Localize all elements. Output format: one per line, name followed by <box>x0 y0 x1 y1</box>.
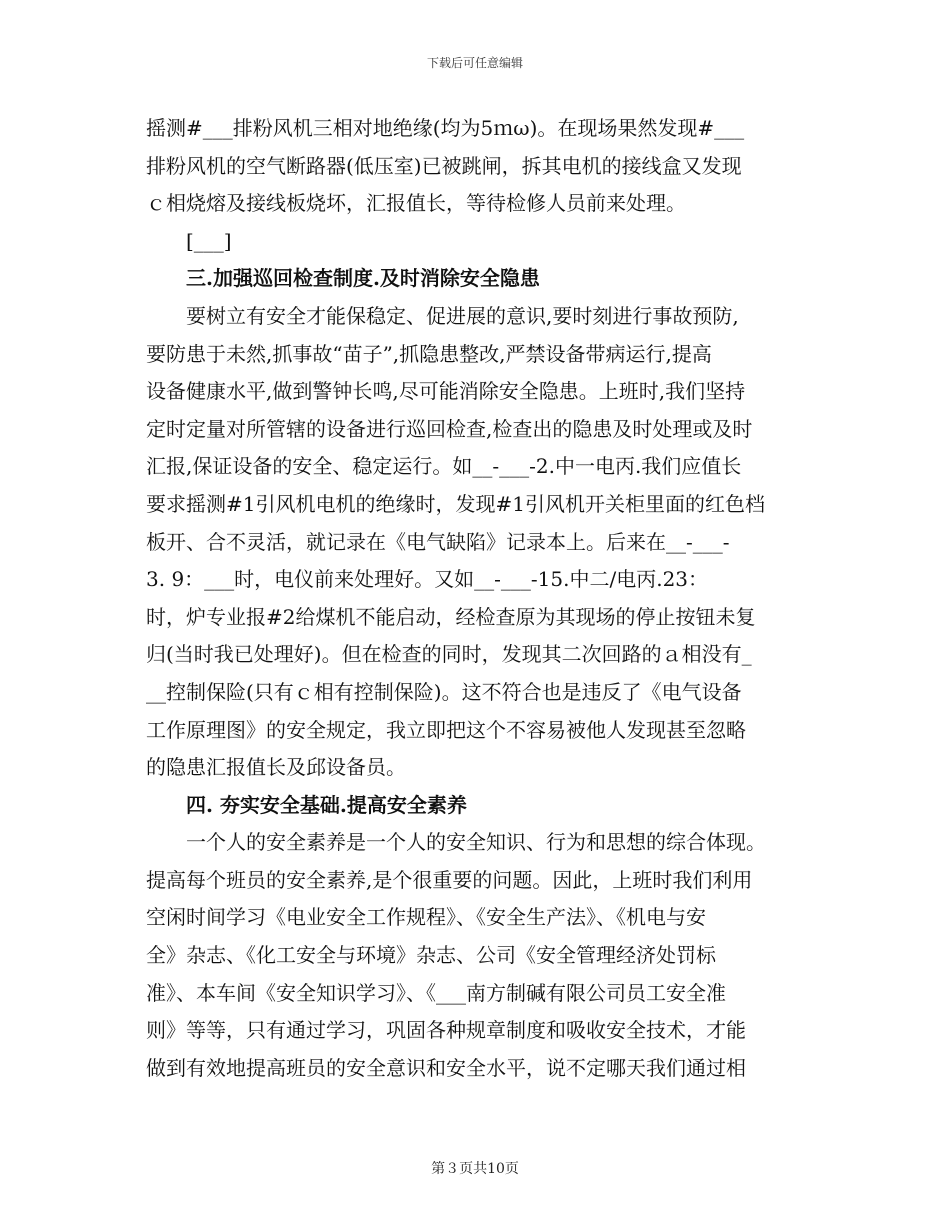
section-heading-4: 四. 夯实安全基础.提高安全素养 <box>186 792 467 817</box>
body-line: [___] <box>186 228 232 253</box>
body-line: __控制保险(只有ｃ相有控制保险)。这不符合也是违反了《电气设备 <box>146 679 742 704</box>
section-heading-3: 三.加强巡回检查制度.及时消除安全隐患 <box>186 266 540 291</box>
body-line: 提高每个班员的安全素养,是个很重要的问题。因此，上班时我们利用 <box>146 867 753 892</box>
document-body <box>146 110 806 1087</box>
body-line: 时，炉专业报#2给煤机不能启动，经检查原为其现场的停止按钮未复 <box>146 604 756 629</box>
body-line: 全》杂志、《化工安全与环境》杂志、公司《安全管理经济处罚标 <box>146 943 716 968</box>
body-line: 做到有效地提高班员的安全意识和安全水平，说不定哪天我们通过相 <box>146 1055 746 1080</box>
body-line: 要求摇测#1引风机电机的绝缘时，发现#1引风机开关柜里面的红色档 <box>146 491 765 516</box>
body-line: 定时定量对所管辖的设备进行巡回检查,检查出的隐患及时处理或及时 <box>146 416 753 441</box>
body-line: 板开、合不灵活，就记录在《电气缺陷》记录本上。后来在__-___- <box>146 529 730 554</box>
body-line: 摇测#___排粉风机三相对地绝缘(均为5ｍω)。在现场果然发现#___ <box>146 116 745 140</box>
body-line: 空闲时间学习《电业安全工作规程》、《安全生产法》、《机电与安 <box>146 905 706 930</box>
body-line: 要树立有安全才能保稳定、促进展的意识,要时刻进行事故预防, <box>186 303 739 328</box>
page-number: 第３页共10页 <box>431 1161 519 1177</box>
body-line: 的隐患汇报值长及邱设备员。 <box>146 755 406 780</box>
body-line: 归(当时我已处理好)。但在检查的同时，发现其二次回路的ａ相没有_ <box>146 642 752 667</box>
body-line: ｃ相烧熔及接线板烧坏，汇报值长，等待检修人员前来处理。 <box>146 191 686 216</box>
page-header-note: 下载后可任意编辑 <box>426 56 523 70</box>
body-line: 汇报,保证设备的安全、稳定运行。如__-___-2.中一电丙.我们应值长 <box>146 454 742 479</box>
body-line: 则》等等，只有通过学习，巩固各种规章制度和吸收安全技术，才能 <box>146 1018 746 1043</box>
body-line: 准》、本车间《安全知识学习》、《___南方制碱有限公司员工安全准 <box>146 980 726 1005</box>
body-line: 排粉风机的空气断路器(低压室)已被跳闸，拆其电机的接线盒又发现 <box>146 153 742 178</box>
body-line: 一个人的安全素养是一个人的安全知识、行为和思想的综合体现。 <box>186 830 766 855</box>
body-line: 3. 9：___时，电仪前来处理好。又如__-___-15.中二/电丙.23： <box>146 567 709 592</box>
body-line: 工作原理图》的安全规定，我立即把这个不容易被他人发现甚至忽略 <box>146 717 746 742</box>
body-line: 要防患于未然,抓事故“苗子”,抓隐患整改,严禁设备带病运行,提高 <box>146 341 712 366</box>
body-line: 设备健康水平,做到警钟长鸣,尽可能消除安全隐患。上班时,我们坚持 <box>146 379 746 404</box>
